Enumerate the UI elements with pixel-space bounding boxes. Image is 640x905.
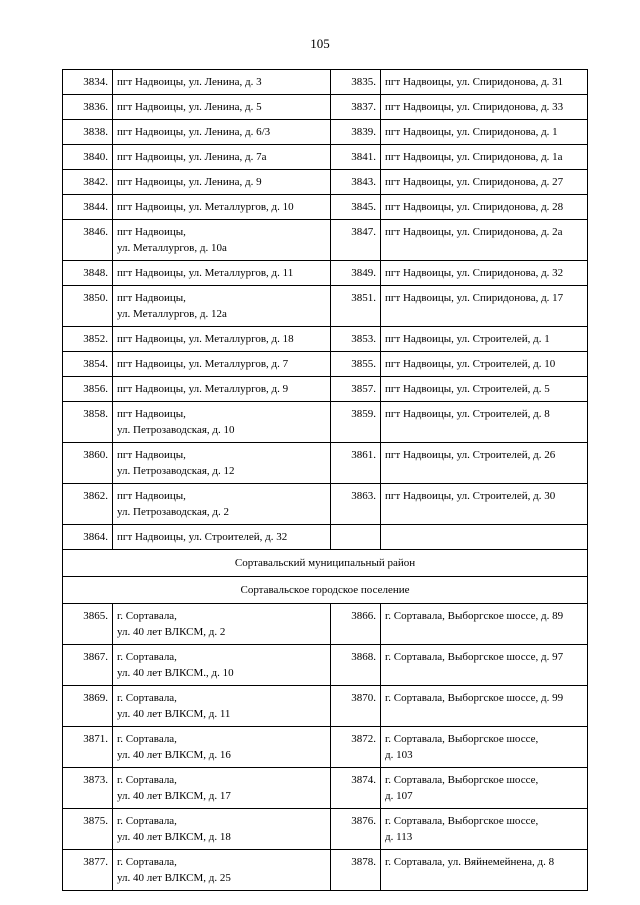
entry-number: 3868. bbox=[331, 645, 381, 686]
address-line: пгт Надвоицы, ул. Строителей, д. 30 bbox=[385, 490, 556, 502]
address-cell bbox=[113, 70, 331, 95]
address-cell bbox=[113, 261, 331, 286]
address-cell bbox=[113, 645, 331, 686]
entry-number: 3856. bbox=[63, 377, 113, 402]
address-cell bbox=[381, 604, 588, 645]
address-line: пгт Надвоицы, ул. Металлургов, д. 9 bbox=[117, 383, 289, 395]
address-cell bbox=[113, 195, 331, 220]
address-line: ул. Металлургов, д. 10а bbox=[117, 242, 227, 254]
entry-number: 3859. bbox=[331, 402, 381, 443]
entry-number: 3845. bbox=[331, 195, 381, 220]
address-line: г. Сортавала, bbox=[117, 692, 177, 704]
entry-number: 3874. bbox=[331, 768, 381, 809]
address-line: пгт Надвоицы, ул. Спиридонова, д. 28 bbox=[385, 201, 564, 213]
table-row bbox=[63, 727, 588, 768]
address-line: ул. 40 лет ВЛКСМ, д. 18 bbox=[117, 831, 231, 843]
address-cell bbox=[113, 484, 331, 525]
address-line: ул. 40 лет ВЛКСМ, д. 17 bbox=[117, 790, 231, 802]
address-line: пгт Надвоицы, ул. Спиридонова, д. 33 bbox=[385, 101, 564, 113]
address-line: ул. Петрозаводская, д. 2 bbox=[117, 506, 229, 518]
address-line: пгт Надвоицы, ул. Спиридонова, д. 27 bbox=[385, 176, 564, 188]
entry-number: 3854. bbox=[63, 352, 113, 377]
entry-number: 3855. bbox=[331, 352, 381, 377]
table-row bbox=[63, 70, 588, 95]
address-cell bbox=[381, 120, 588, 145]
address-line: пгт Надвоицы, ул. Строителей, д. 32 bbox=[117, 531, 288, 543]
table-row bbox=[63, 645, 588, 686]
address-line: пгт Надвоицы, bbox=[117, 226, 186, 238]
address-line: д. 103 bbox=[385, 749, 413, 761]
entry-number: 3838. bbox=[63, 120, 113, 145]
address-line: ул. 40 лет ВЛКСМ, д. 25 bbox=[117, 872, 231, 884]
entry-number: 3841. bbox=[331, 145, 381, 170]
entry-number: 3875. bbox=[63, 809, 113, 850]
address-line: пгт Надвоицы, ул. Металлургов, д. 7 bbox=[117, 358, 289, 370]
address-line: пгт Надвоицы, ул. Ленина, д. 5 bbox=[117, 101, 262, 113]
entry-number: 3866. bbox=[331, 604, 381, 645]
address-cell bbox=[381, 850, 588, 891]
entry-number: 3858. bbox=[63, 402, 113, 443]
address-cell bbox=[381, 70, 588, 95]
entry-number: 3848. bbox=[63, 261, 113, 286]
address-table bbox=[62, 69, 588, 891]
address-line: д. 113 bbox=[385, 831, 413, 843]
table-row bbox=[63, 195, 588, 220]
entry-number: 3850. bbox=[63, 286, 113, 327]
address-line: пгт Надвоицы, ул. Металлургов, д. 10 bbox=[117, 201, 294, 213]
address-line: г. Сортавала, bbox=[117, 610, 177, 622]
entry-number: 3852. bbox=[63, 327, 113, 352]
section-heading: Сортавальское городское поселение bbox=[63, 577, 588, 604]
entry-number: 3876. bbox=[331, 809, 381, 850]
table-row bbox=[63, 604, 588, 645]
address-line: пгт Надвоицы, ул. Спиридонова, д. 31 bbox=[385, 76, 564, 88]
address-line: г. Сортавала, Выборгское шоссе, д. 97 bbox=[385, 651, 564, 663]
address-line: г. Сортавала, ул. Вяйнемейнена, д. 8 bbox=[385, 856, 555, 868]
address-line: г. Сортавала, bbox=[117, 815, 177, 827]
table-row bbox=[63, 352, 588, 377]
table-row bbox=[63, 443, 588, 484]
address-cell bbox=[381, 327, 588, 352]
address-cell bbox=[381, 95, 588, 120]
address-cell bbox=[113, 352, 331, 377]
entry-number: 3870. bbox=[331, 686, 381, 727]
entry-number: 3867. bbox=[63, 645, 113, 686]
address-cell bbox=[113, 850, 331, 891]
entry-number: 3835. bbox=[331, 70, 381, 95]
entry-number: 3853. bbox=[331, 327, 381, 352]
address-line: пгт Надвоицы, bbox=[117, 292, 186, 304]
table-row bbox=[63, 286, 588, 327]
address-line: пгт Надвоицы, ул. Спиридонова, д. 1а bbox=[385, 151, 563, 163]
table-row bbox=[63, 261, 588, 286]
address-line: ул. 40 лет ВЛКСМ., д. 10 bbox=[117, 667, 234, 679]
address-cell bbox=[113, 327, 331, 352]
entry-number: 3878. bbox=[331, 850, 381, 891]
table-row bbox=[63, 220, 588, 261]
entry-number: 3844. bbox=[63, 195, 113, 220]
entry-number: 3840. bbox=[63, 145, 113, 170]
address-line: пгт Надвоицы, ул. Ленина, д. 3 bbox=[117, 76, 262, 88]
entry-number: 3839. bbox=[331, 120, 381, 145]
address-line: пгт Надвоицы, ул. Ленина, д. 7а bbox=[117, 151, 267, 163]
address-line: пгт Надвоицы, ул. Строителей, д. 10 bbox=[385, 358, 556, 370]
table-row bbox=[63, 686, 588, 727]
address-cell bbox=[113, 220, 331, 261]
entry-number: 3837. bbox=[331, 95, 381, 120]
address-line: г. Сортавала, Выборгское шоссе, д. 99 bbox=[385, 692, 564, 704]
address-line: г. Сортавала, Выборгское шоссе, bbox=[385, 815, 539, 827]
address-line: ул. Металлургов, д. 12а bbox=[117, 308, 227, 320]
address-cell bbox=[381, 443, 588, 484]
address-line: пгт Надвоицы, ул. Спиридонова, д. 17 bbox=[385, 292, 564, 304]
address-cell bbox=[113, 768, 331, 809]
entry-number: 3857. bbox=[331, 377, 381, 402]
table-row bbox=[63, 120, 588, 145]
address-cell bbox=[381, 170, 588, 195]
address-cell bbox=[381, 402, 588, 443]
address-line: пгт Надвоицы, ул. Строителей, д. 26 bbox=[385, 449, 556, 461]
entry-number: 3847. bbox=[331, 220, 381, 261]
entry-number: 3863. bbox=[331, 484, 381, 525]
table-row bbox=[63, 809, 588, 850]
entry-number: 3873. bbox=[63, 768, 113, 809]
address-line: г. Сортавала, bbox=[117, 651, 177, 663]
address-line: д. 107 bbox=[385, 790, 413, 802]
address-line: пгт Надвоицы, bbox=[117, 449, 186, 461]
table-row bbox=[63, 377, 588, 402]
address-line: ул. 40 лет ВЛКСМ, д. 16 bbox=[117, 749, 231, 761]
table-row bbox=[63, 484, 588, 525]
entry-number: 3843. bbox=[331, 170, 381, 195]
entry-number: 3861. bbox=[331, 443, 381, 484]
entry-number: 3836. bbox=[63, 95, 113, 120]
table-row bbox=[63, 145, 588, 170]
address-cell bbox=[113, 170, 331, 195]
address-table-body bbox=[63, 70, 588, 891]
address-line: г. Сортавала, Выборгское шоссе, bbox=[385, 733, 539, 745]
address-cell bbox=[381, 220, 588, 261]
address-line: пгт Надвоицы, ул. Ленина, д. 9 bbox=[117, 176, 262, 188]
address-cell bbox=[381, 352, 588, 377]
section-heading-row bbox=[63, 577, 588, 604]
address-line: пгт Надвоицы, ул. Металлургов, д. 18 bbox=[117, 333, 294, 345]
address-cell bbox=[113, 443, 331, 484]
address-cell bbox=[381, 286, 588, 327]
address-cell bbox=[113, 95, 331, 120]
address-line: пгт Надвоицы, bbox=[117, 490, 186, 502]
address-cell bbox=[381, 484, 588, 525]
address-line: г. Сортавала, Выборгское шоссе, bbox=[385, 774, 539, 786]
entry-number: 3849. bbox=[331, 261, 381, 286]
table-row bbox=[63, 850, 588, 891]
entry-number: 3862. bbox=[63, 484, 113, 525]
address-cell bbox=[113, 377, 331, 402]
address-cell bbox=[113, 727, 331, 768]
address-cell bbox=[113, 145, 331, 170]
address-cell bbox=[113, 604, 331, 645]
address-cell bbox=[113, 286, 331, 327]
address-line: пгт Надвоицы, ул. Строителей, д. 1 bbox=[385, 333, 550, 345]
entry-number: 3864. bbox=[63, 525, 113, 550]
entry-number: 3877. bbox=[63, 850, 113, 891]
table-row bbox=[63, 525, 588, 550]
table-row bbox=[63, 95, 588, 120]
address-line: ул. 40 лет ВЛКСМ, д. 2 bbox=[117, 626, 226, 638]
address-cell bbox=[381, 195, 588, 220]
entry-number: 3869. bbox=[63, 686, 113, 727]
address-line: ул. Петрозаводская, д. 12 bbox=[117, 465, 235, 477]
address-cell bbox=[113, 402, 331, 443]
address-line: пгт Надвоицы, bbox=[117, 408, 186, 420]
entry-number: 3842. bbox=[63, 170, 113, 195]
address-cell bbox=[381, 686, 588, 727]
section-heading-row bbox=[63, 550, 588, 577]
address-cell bbox=[381, 145, 588, 170]
address-cell bbox=[381, 377, 588, 402]
address-cell bbox=[381, 525, 588, 550]
address-line: ул. 40 лет ВЛКСМ, д. 11 bbox=[117, 708, 231, 720]
page-number: 105 bbox=[310, 36, 330, 51]
address-line: г. Сортавала, bbox=[117, 774, 177, 786]
address-cell bbox=[381, 727, 588, 768]
address-line: ул. Петрозаводская, д. 10 bbox=[117, 424, 235, 436]
address-cell bbox=[381, 768, 588, 809]
address-line: пгт Надвоицы, ул. Металлургов, д. 11 bbox=[117, 267, 294, 279]
entry-number: 3851. bbox=[331, 286, 381, 327]
address-line: пгт Надвоицы, ул. Спиридонова, д. 2а bbox=[385, 226, 563, 238]
address-line: г. Сортавала, bbox=[117, 733, 177, 745]
entry-number bbox=[331, 525, 381, 550]
address-cell bbox=[381, 645, 588, 686]
entry-number: 3834. bbox=[63, 70, 113, 95]
address-line: пгт Надвоицы, ул. Спиридонова, д. 32 bbox=[385, 267, 564, 279]
address-line: г. Сортавала, bbox=[117, 856, 177, 868]
address-cell bbox=[381, 261, 588, 286]
address-line: пгт Надвоицы, ул. Спиридонова, д. 1 bbox=[385, 126, 558, 138]
table-row bbox=[63, 170, 588, 195]
address-cell bbox=[113, 525, 331, 550]
address-cell bbox=[113, 686, 331, 727]
address-line: пгт Надвоицы, ул. Ленина, д. 6/3 bbox=[117, 126, 271, 138]
address-cell bbox=[113, 120, 331, 145]
address-cell bbox=[113, 809, 331, 850]
table-row bbox=[63, 402, 588, 443]
table-row bbox=[63, 327, 588, 352]
address-line: пгт Надвоицы, ул. Строителей, д. 5 bbox=[385, 383, 550, 395]
address-line: пгт Надвоицы, ул. Строителей, д. 8 bbox=[385, 408, 550, 420]
entry-number: 3865. bbox=[63, 604, 113, 645]
table-row bbox=[63, 768, 588, 809]
entry-number: 3860. bbox=[63, 443, 113, 484]
entry-number: 3871. bbox=[63, 727, 113, 768]
section-heading: Сортавальский муниципальный район bbox=[63, 550, 588, 577]
address-line: г. Сортавала, Выборгское шоссе, д. 89 bbox=[385, 610, 564, 622]
address-cell bbox=[381, 809, 588, 850]
entry-number: 3846. bbox=[63, 220, 113, 261]
entry-number: 3872. bbox=[331, 727, 381, 768]
